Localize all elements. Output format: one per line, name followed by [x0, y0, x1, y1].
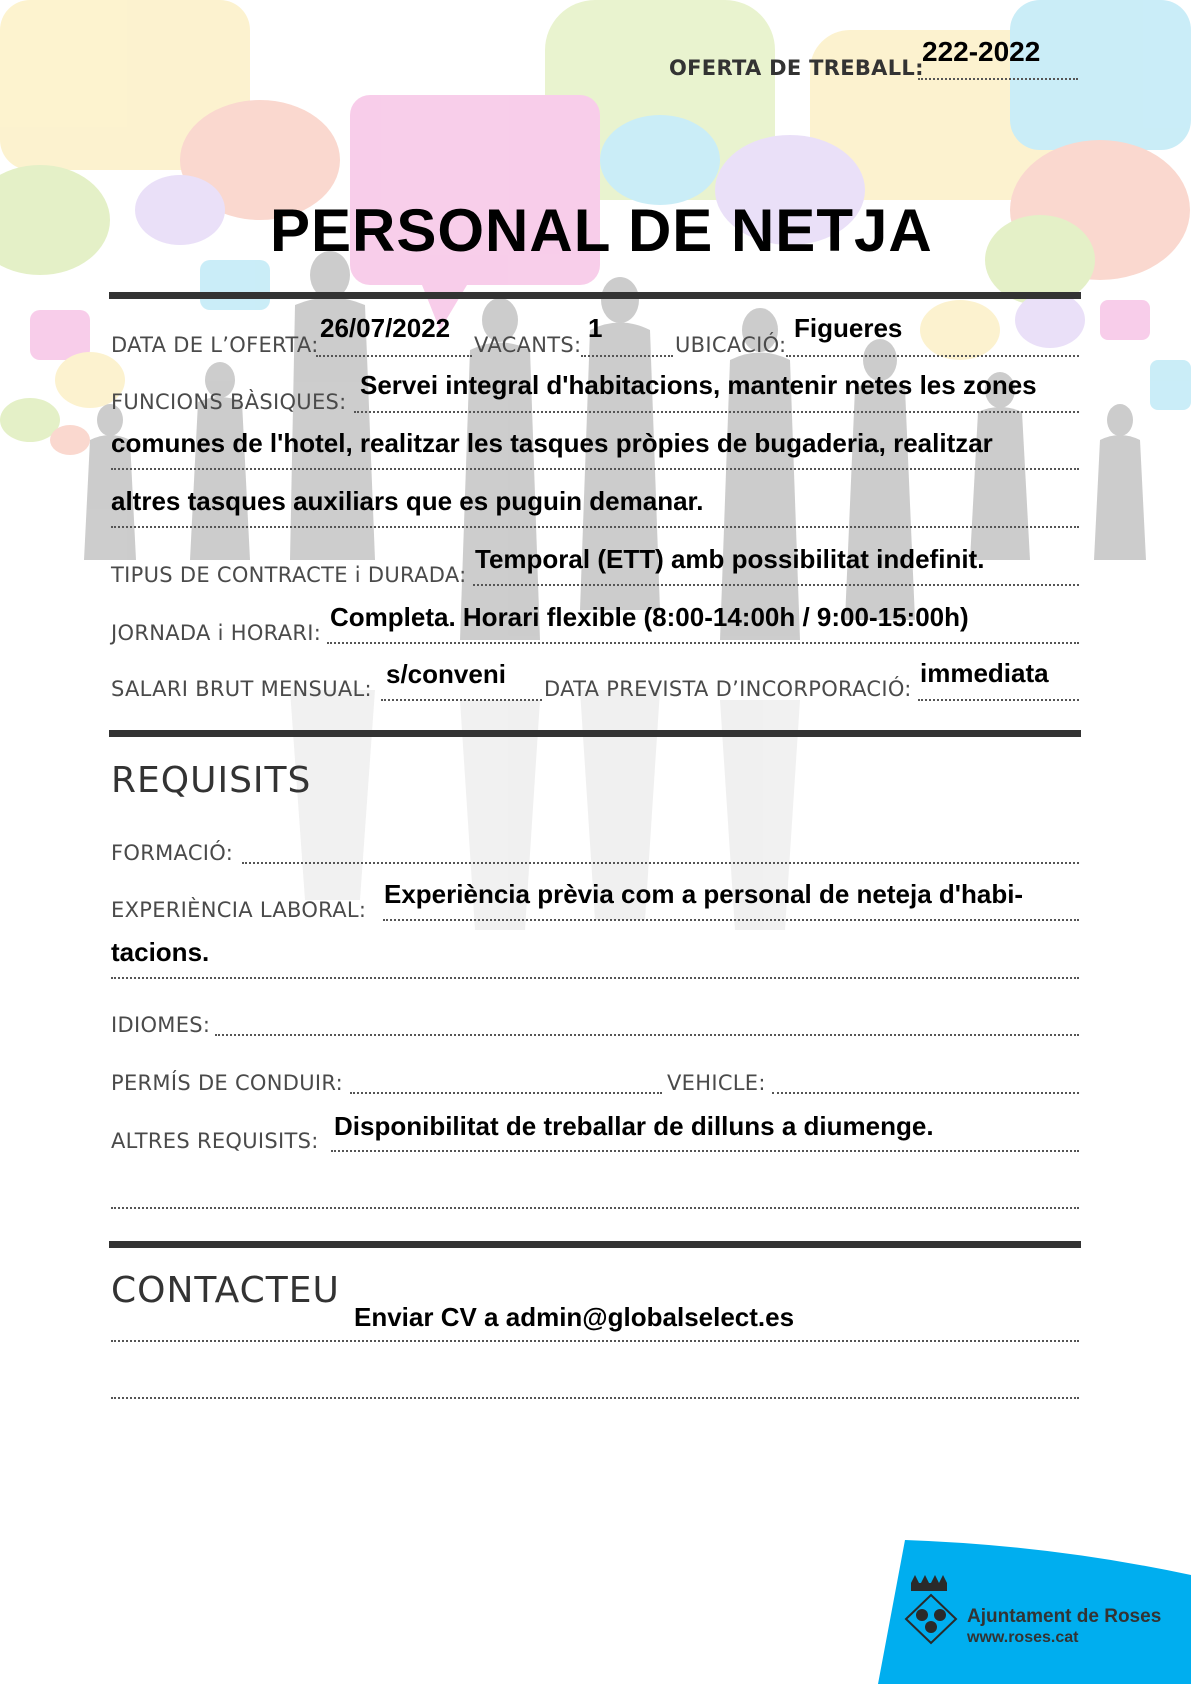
org-name: Ajuntament de Roses — [967, 1606, 1162, 1627]
training-label: FORMACIÓ: — [111, 841, 234, 865]
languages-label: IDIOMES: — [111, 1013, 211, 1037]
experience-dots-1 — [383, 919, 1079, 921]
license-dots — [350, 1092, 662, 1094]
vacancies-value: 1 — [588, 313, 603, 343]
offer-number-value: 222-2022 — [922, 36, 1041, 67]
vacancies-dots — [581, 355, 673, 357]
title-rule — [109, 292, 1081, 299]
offer-number-label: OFERTA DE TREBALL: — [669, 56, 924, 80]
schedule-value: Completa. Horari flexible (8:00-14:00h / 9:00-15:00h) — [330, 602, 969, 632]
salary-dots — [381, 699, 542, 701]
vacancies-label: VACANTS: — [474, 333, 582, 357]
functions-dots-1 — [354, 411, 1079, 413]
location-value: Figueres — [794, 313, 903, 343]
contact-dots-1 — [111, 1340, 1079, 1342]
location-dots — [786, 355, 1079, 357]
training-dots — [242, 862, 1079, 864]
functions-line-2: comunes de l'hotel, realitzar les tasques pròpies de bugaderia, realitzar — [111, 428, 993, 458]
experience-dots-2 — [111, 977, 1079, 979]
contract-dots — [473, 584, 1079, 586]
experience-line-1: Experiència prèvia com a personal de neteja d'habi- — [384, 879, 1024, 909]
start-value: immediata — [920, 658, 1049, 688]
vehicle-label: VEHICLE: — [667, 1071, 766, 1095]
languages-dots — [215, 1034, 1079, 1036]
contract-label: TIPUS DE CONTRACTE i DURADA: — [111, 563, 467, 587]
other-requirements-label: ALTRES REQUISITS: — [111, 1129, 319, 1153]
functions-line-1: Servei integral d'habitacions, mantenir netes les zones — [360, 370, 1037, 400]
requirements-rule — [109, 1241, 1081, 1248]
functions-dots-3 — [111, 526, 1079, 528]
fields-rule — [109, 730, 1081, 737]
experience-label: EXPERIÈNCIA LABORAL: — [111, 898, 367, 922]
schedule-label: JORNADA i HORARI: — [111, 621, 322, 645]
date-dots — [316, 355, 472, 357]
functions-label: FUNCIONS BÀSIQUES: — [111, 390, 347, 414]
requirements-heading: REQUISITS — [111, 760, 312, 801]
functions-dots-2 — [111, 468, 1079, 470]
contact-dots-2 — [111, 1397, 1079, 1399]
roses-crest-icon — [900, 1575, 962, 1645]
schedule-dots — [327, 642, 1079, 644]
date-label: DATA DE L’OFERTA: — [111, 333, 319, 357]
contract-value: Temporal (ETT) amb possibilitat indefinit. — [475, 544, 985, 574]
org-url[interactable]: www.roses.cat — [967, 1629, 1079, 1646]
experience-line-2: tacions. — [111, 937, 210, 967]
date-value: 26/07/2022 — [320, 313, 451, 343]
other-requirements-dots-2 — [111, 1207, 1079, 1209]
contact-heading: CONTACTEU — [111, 1270, 340, 1311]
offer-number-dots — [918, 78, 1078, 80]
start-dots — [918, 699, 1079, 701]
vehicle-dots — [772, 1092, 1079, 1094]
other-requirements-value: Disponibilitat de treballar de dilluns a diumenge. — [334, 1111, 934, 1141]
license-label: PERMÍS DE CONDUIR: — [111, 1071, 344, 1095]
location-label: UBICACIÓ: — [675, 333, 787, 357]
start-label: DATA PREVISTA D’INCORPORACIÓ: — [544, 677, 912, 701]
contact-value: Enviar CV a admin@globalselect.es — [354, 1302, 795, 1332]
salary-value: s/conveni — [386, 659, 506, 689]
salary-label: SALARI BRUT MENSUAL: — [111, 677, 372, 701]
page-title: PERSONAL DE NETJA — [270, 197, 933, 264]
other-requirements-dots-1 — [331, 1150, 1079, 1152]
functions-line-3: altres tasques auxiliars que es puguin demanar. — [111, 486, 704, 516]
